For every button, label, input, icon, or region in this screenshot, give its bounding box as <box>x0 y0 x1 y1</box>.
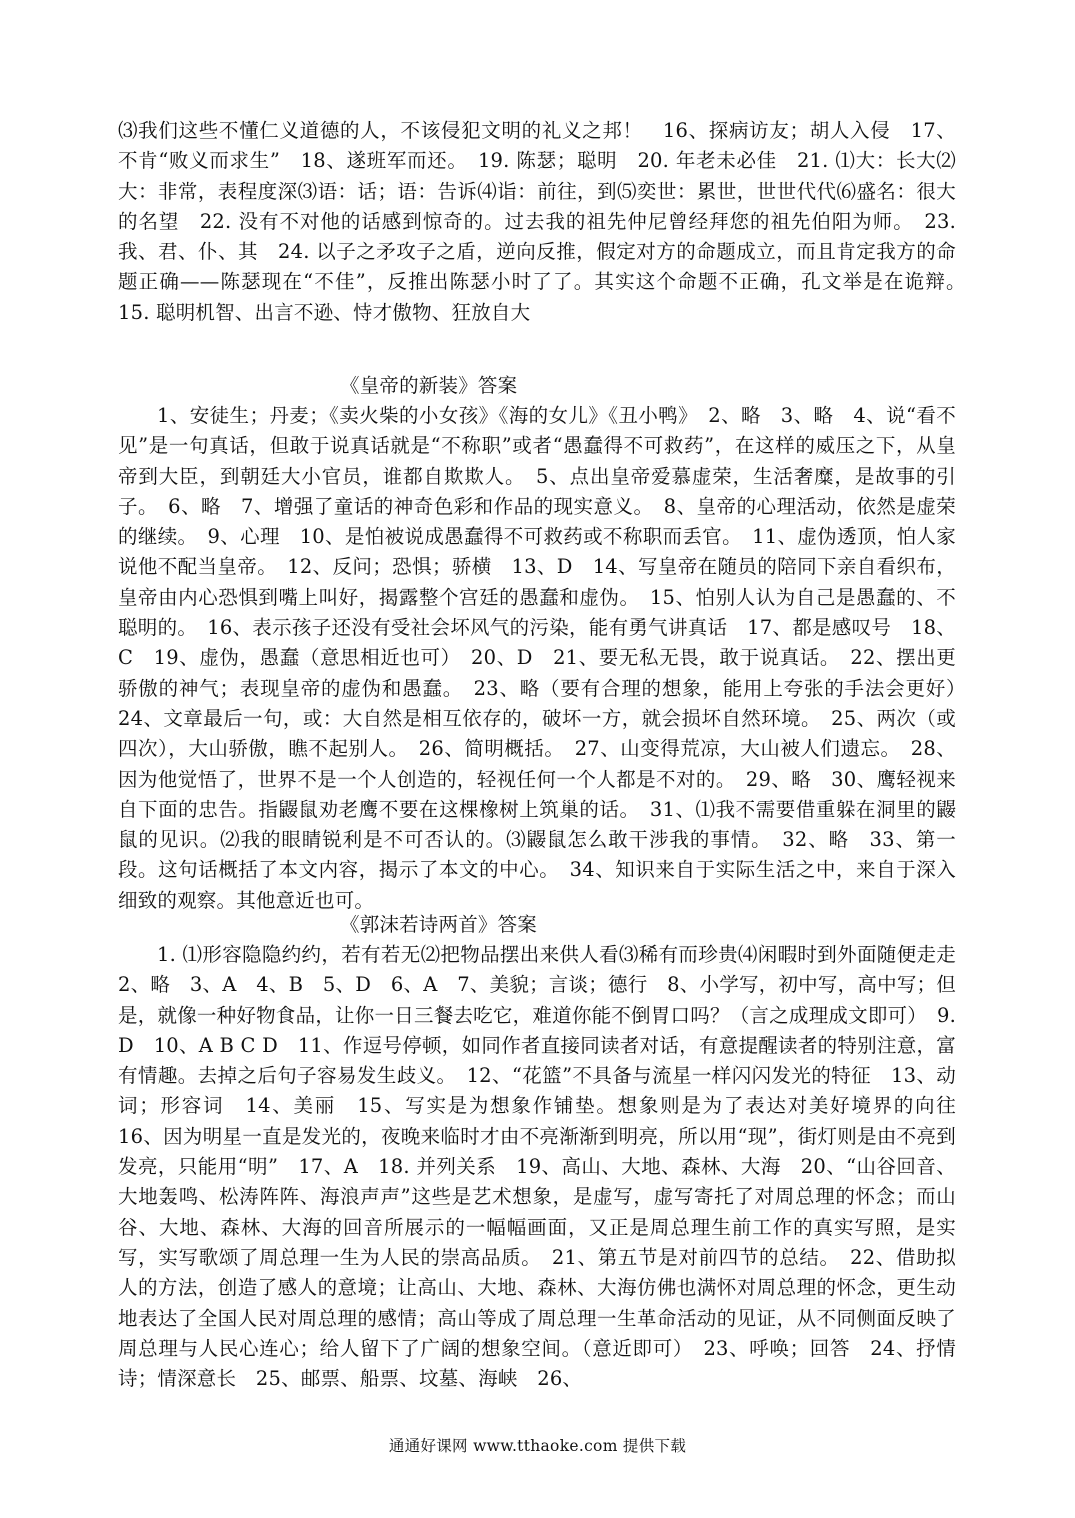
answer-block-emperor: 1、安徒生；丹麦；《卖火柴的小女孩》《海的女儿》《丑小鸭》 2、略 3、略 4、说“看不见”是一句真话，但敢于说真话就是“不称职”或者“愚蠢得不可救药”，在这样的威压之下，从皇帝到大臣，到朝廷大小官员，谁都自欺欺人。 5、点出皇帝爱慕虚荣，生活奢糜，是故事的引子。 6、略 7、增强了童话的神奇色彩和作品的现实意义。 8、皇帝的心理活动，依然是虚荣的继续。 9、心理 10、是怕被说成愚蠢得不可救药或不称职而丢官。 11、虚伪透顶，怕人家说他不配当皇帝。 12、反问；恐惧；骄横 13、D 14、写皇帝在随员的陪同下亲自看织布，皇帝由内心恐惧到嘴上叫好，揭露整个宫廷的愚蠢和虚伪。 15、怕别人认为自己是愚蠢的、不聪明的。 16、表示孩子还没有受社会坏风气的污染，能有勇气讲真话 17、都是感叹号 18、C 19、虚伪，愚蠢（意思相近也可） 20、D 21、要无私无畏，敢于说真话。 22、摆出更骄傲的神气；表现皇帝的虚伪和愚蠢。 23、略（要有合理的想象，能用上夸张的手法会更好） 24、文章最后一句，或：大自然是相互依存的，破坏一方，就会损坏自然环境。 25、两次（或四次），大山骄傲，瞧不起别人。 26、简明概括。 27、山变得荒凉，大山被人们遗忘。 28、因为他觉悟了，世界不是一个人创造的，轻视任何一个人都是不对的。 29、略 30、鹰轻视来自下面的忠告。指鼹鼠劝老鹰不要在这棵橡树上筑巢的话。 31、⑴我不需要借重躲在洞里的鼹鼠的见识。⑵我的眼睛锐利是不可否认的。⑶鼹鼠怎么敢干涉我的事情。 32、略 33、第一段。这句话概括了本文内容，揭示了本文的中心。 34、知识来自于实际生活之中，来自于深入细致的观察。其他意近也可。 <box>118 404 976 912</box>
section-title-emperor: 《皇帝的新装》答案 <box>340 374 518 397</box>
page-footer: 通通好课网 www.tthaoke.com 提供下载 <box>388 1437 687 1455</box>
answer-block-continued: ⑶我们这些不懂仁义道德的人，不该侵犯文明的礼义之邦！ 16、探病访友；胡人入侵 17、不肯“败义而求生” 18、遂班军而还。 19. 陈瑟；聪明 20. 年老未必佳 21. ⑴大：长大⑵大：非常，表程度深⑶语：话；语：告诉⑷诣：前往，到⑸奕世：累世，世世代代⑹盛名：很大的名望 22. 没有不对他的话感到惊奇的。过去我的祖先仲尼曾经拜您的祖先伯阳为师。 23. 我、君、仆、其 24. 以子之矛攻子之盾，逆向反推，假定对方的命题成立，而且肯定我方的命题正确——陈瑟现在“不佳”，反推出陈瑟小时了了。其实这个命题不正确，孔文举是在诡辩。 15. 聪明机智、出言不逊、恃才傲物、狂放自大 <box>118 119 976 324</box>
section-title-guomoruo: 《郭沫若诗两首》答案 <box>340 913 538 936</box>
answer-block-guomoruo: 1. ⑴形容隐隐约约，若有若无⑵把物品摆出来供人看⑶稀有而珍贵⑷闲暇时到外面随便走走 2、略 3、A 4、B 5、D 6、A 7、美貌；言谈；德行 8、小学写，初中写，高中写；但是，就像一种好物食品，让你一日三餐去吃它，难道你能不倒胃口吗？（言之成理成文即可） 9. D 10、A B C D 11、作逗号停顿，如同作者直接同读者对话，有意提醒读者的特别注意，富有情趣。去掉之后句子容易发生歧义。 12、“花篮”不具备与流星一样闪闪发光的特征 13、动词；形容词 14、美丽 15、写实是为想象作铺垫。想象则是为了表达对美好境界的向往 16、因为明星一直是发光的，夜晚来临时才由不亮渐渐到明亮，所以用“现”，街灯则是由不亮到发亮，只能用“明” 17、A 18. 并列关系 19、高山、大地、森林、大海 20、“山谷回音、大地轰鸣、松涛阵阵、海浪声声”这些是艺术想象，是虚写，虚写寄托了对周总理的怀念；而山谷、大地、森林、大海的回音所展示的一幅幅画面，又正是周总理生前工作的真实写照，是实写，实写歌颂了周总理一生为人民的崇高品质。 21、第五节是对前四节的总结。 22、借助拟人的方法，创造了感人的意境；让高山、大地、森林、大海仿佛也满怀对周总理的怀念，更生动地表达了全国人民对周总理的感情；高山等成了周总理一生革命活动的见证，从不同侧面反映了周总理与人民心连心；给人留下了广阔的想象空间。（意近即可） 23、呼唤；回答 24、抒情诗；情深意长 25、邮票、船票、坟墓、海峡 26、 <box>118 943 976 1391</box>
